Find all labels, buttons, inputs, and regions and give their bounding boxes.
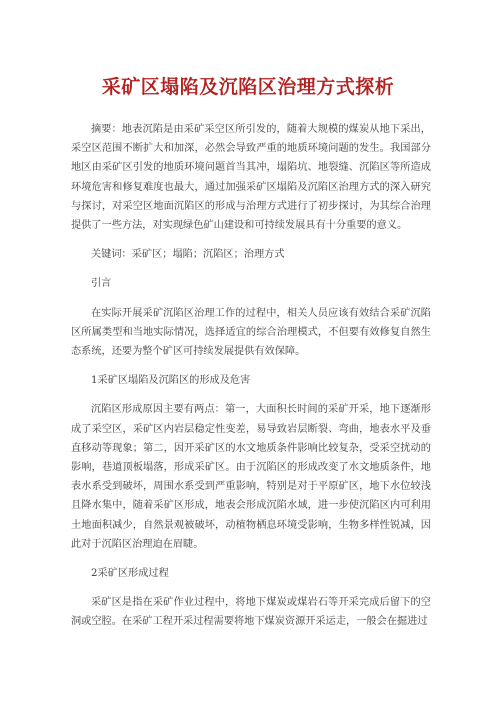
section-2-paragraph: 采矿区是指在采矿作业过程中，将地下煤炭或煤岩石等开采完成后留下的空洞或空腔。在采矿工程开采过程需要将地下煤炭资源开采运走，一般会在掘进过 [71,597,431,628]
abstract-paragraph: 摘要：地表沉陷是由采矿采空区所引发的，随着大规模的煤炭从地下采出，采空区范围不断扩大和加深，必然会导致严重的地质环境问题的发生。我国部分地区由采矿区引发的地质环境问题首当其冲，塌陷坑、地裂缝、沉陷区等所造成环境危害和修复难度也最大，通过加强采矿区塌陷及沉陷区治理方式的深入研究与探讨，对采空区地面沉陷区的形成与治理方式进行了初步探讨，为其综合治理提供了一些方法，对实现绿色矿山建设和可持续发展具有十分重要的意义。 [71,124,431,232]
document-title: 采矿区塌陷及沉陷区治理方式探析 [101,76,395,98]
intro-paragraph: 在实际开展采矿沉陷区治理工作的过程中，相关人员应该有效结合采矿沉陷区所属类型和当地实际情况，选择适宜的综合治理模式，不但要有效修复自然生态系统，还要为整个矿区可持续发展提供有效保障。 [71,307,431,358]
document-body [71,120,431,632]
keywords-line: 关键词：采矿区；塌陷；沉陷区；治理方式 [91,249,285,261]
section-2-heading: 2采矿区形成过程 [91,568,169,580]
section-1-paragraph: 沉陷区形成原因主要有两点：第一，大面积长时间的采矿开采，地下逐渐形成了采空区，采矿区内岩层稳定性变差，易导致岩层断裂、弯曲，地表水平及垂直移动等现象；第二，因开采矿区的水文地质条件影响比较复杂，受采空扰动的影响，巷道顶板塌落，形成采矿区。由于沉陷区的形成改变了水文地质条件，地表水系受到破坏，周围水系受到严重影响，特别是对于平原矿区，地下水位较浅且降水集中，随着采矿区形成，地表会形成沉陷水域，进一步使沉陷区内可利用土地面积减少，自然景观被破坏，动植物栖息环境受影响，生物多样性锐减，因此对于沉陷区治理迫在眉睫。 [71,404,431,550]
intro-heading: 引言 [91,278,112,290]
section-1-heading: 1采矿区塌陷及沉陷区的形成及危害 [91,375,251,387]
